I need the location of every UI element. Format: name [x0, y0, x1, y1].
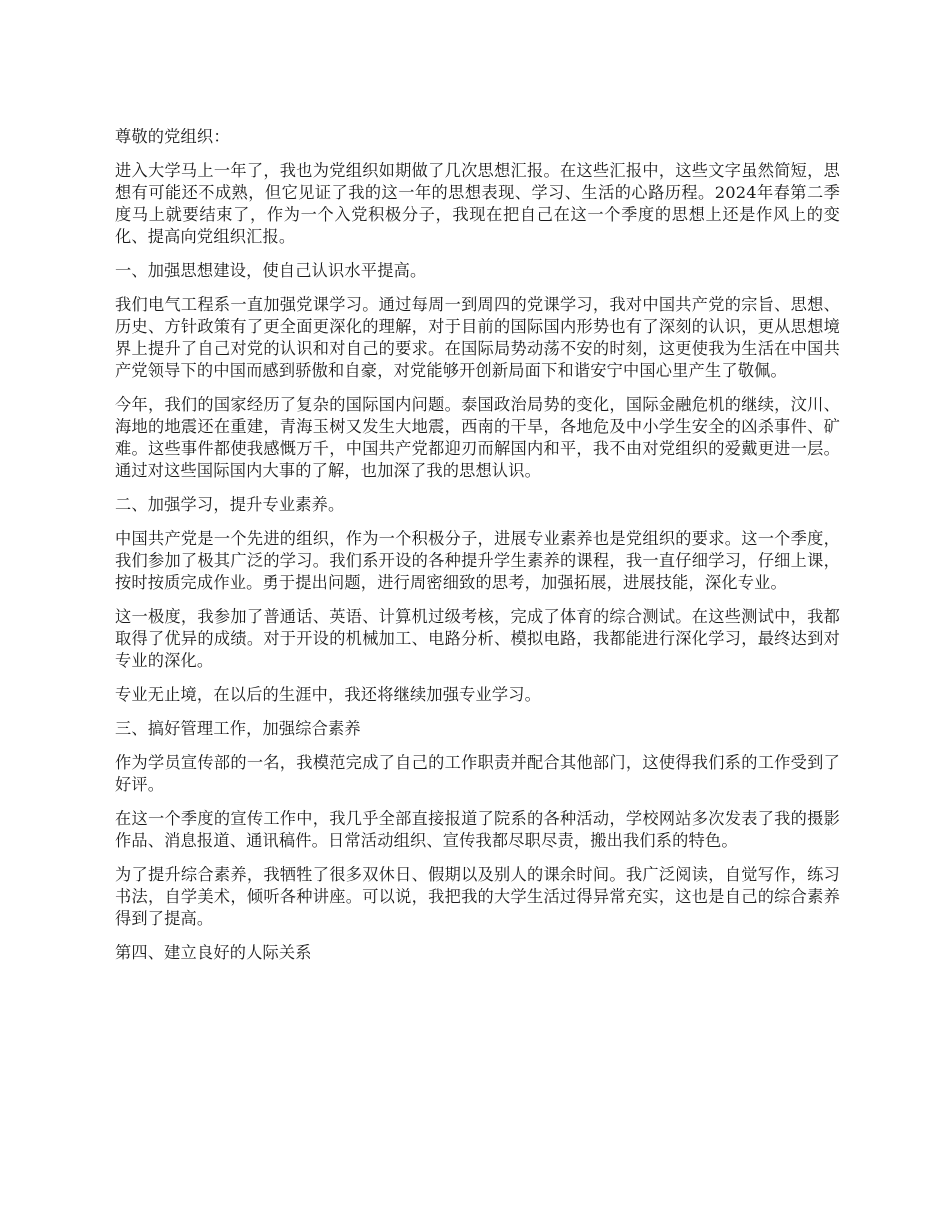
- paragraph: 在这一个季度的宣传工作中，我几乎全部直接报道了院系的各种活动，学校网站多次发表了我的摄影作品、消息报道、通讯稿件。日常活动组织、宣传我都尽职尽责，搬出我们系的特色。: [115, 809, 840, 850]
- paragraph: 中国共产党是一个先进的组织，作为一个积极分子，进展专业素养也是党组织的要求。这一个季度，我们参加了极其广泛的学习。我们系开设的各种提升学生素养的课程，我一直仔细学习，仔细上课，按时按质完成作业。勇于提出问题，进行周密细致的思考，加强拓展，进展技能，深化专业。: [115, 529, 840, 592]
- paragraph: 这一极度，我参加了普通话、英语、计算机过级考核，完成了体育的综合测试。在这些测试中，我都取得了优异的成绩。对于开设的机械加工、电路分析、模拟电路，我都能进行深化学习，最终达到对专业的深化。: [115, 607, 840, 670]
- section-heading-2: 二、加强学习，提升专业素养。: [115, 495, 345, 514]
- paragraph-intro: 进入大学马上一年了，我也为党组织如期做了几次思想汇报。在这些汇报中，这些文字虽然简短，思想有可能还不成熟，但它见证了我的这一年的思想表现、学习、生活的心路历程。2024年春第二季度马上就要结束了，作为一个入党积极分子，我现在把自己在这一个季度的思想上还是作风上的变化、提高向党组织汇报。: [115, 161, 840, 246]
- salutation: 尊敬的党组织：: [115, 127, 230, 146]
- paragraph: 为了提升综合素养，我牺牲了很多双休日、假期以及别人的课余时间。我广泛阅读，自觉写作，练习书法，自学美术，倾听各种讲座。可以说，我把我的大学生活过得异常充实，这也是自己的综合素养得到了提高。: [115, 865, 840, 928]
- section-heading-1: 一、加强思想建设，使自己认识水平提高。: [115, 261, 427, 280]
- paragraph: 今年，我们的国家经历了复杂的国际国内问题。泰国政治局势的变化，国际金融危机的继续，汶川、海地的地震还在重建，青海玉树又发生大地震，西南的干旱，各地危及中小学生安全的凶杀事件、矿难。这些事件都使我感慨万千，中国共产党都迎刃而解国内和平，我不由对党组织的爱戴更进一层。通过对这些国际国内大事的了解，也加深了我的思想认识。: [115, 395, 840, 480]
- paragraph: 专业无止境，在以后的生涯中，我还将继续加强专业学习。: [115, 685, 542, 704]
- section-heading-3: 三、搞好管理工作，加强综合素养: [115, 719, 361, 738]
- document-body: [115, 126, 840, 976]
- section-heading-4: 第四、建立良好的人际关系: [115, 943, 312, 962]
- paragraph: 作为学员宣传部的一名，我模范完成了自己的工作职责并配合其他部门，这使得我们系的工作受到了好评。: [115, 753, 840, 794]
- paragraph: 我们电气工程系一直加强党课学习。通过每周一到周四的党课学习，我对中国共产党的宗旨、思想、历史、方针政策有了更全面更深化的理解，对于目前的国际国内形势也有了深刻的认识，更从思想境界上提升了自己对党的认识和对自己的要求。在国际局势动荡不安的时刻，这更使我为生活在中国共产党领导下的中国而感到骄傲和自豪，对党能够开创新局面下和谐安宁中国心里产生了敬佩。: [115, 295, 840, 380]
